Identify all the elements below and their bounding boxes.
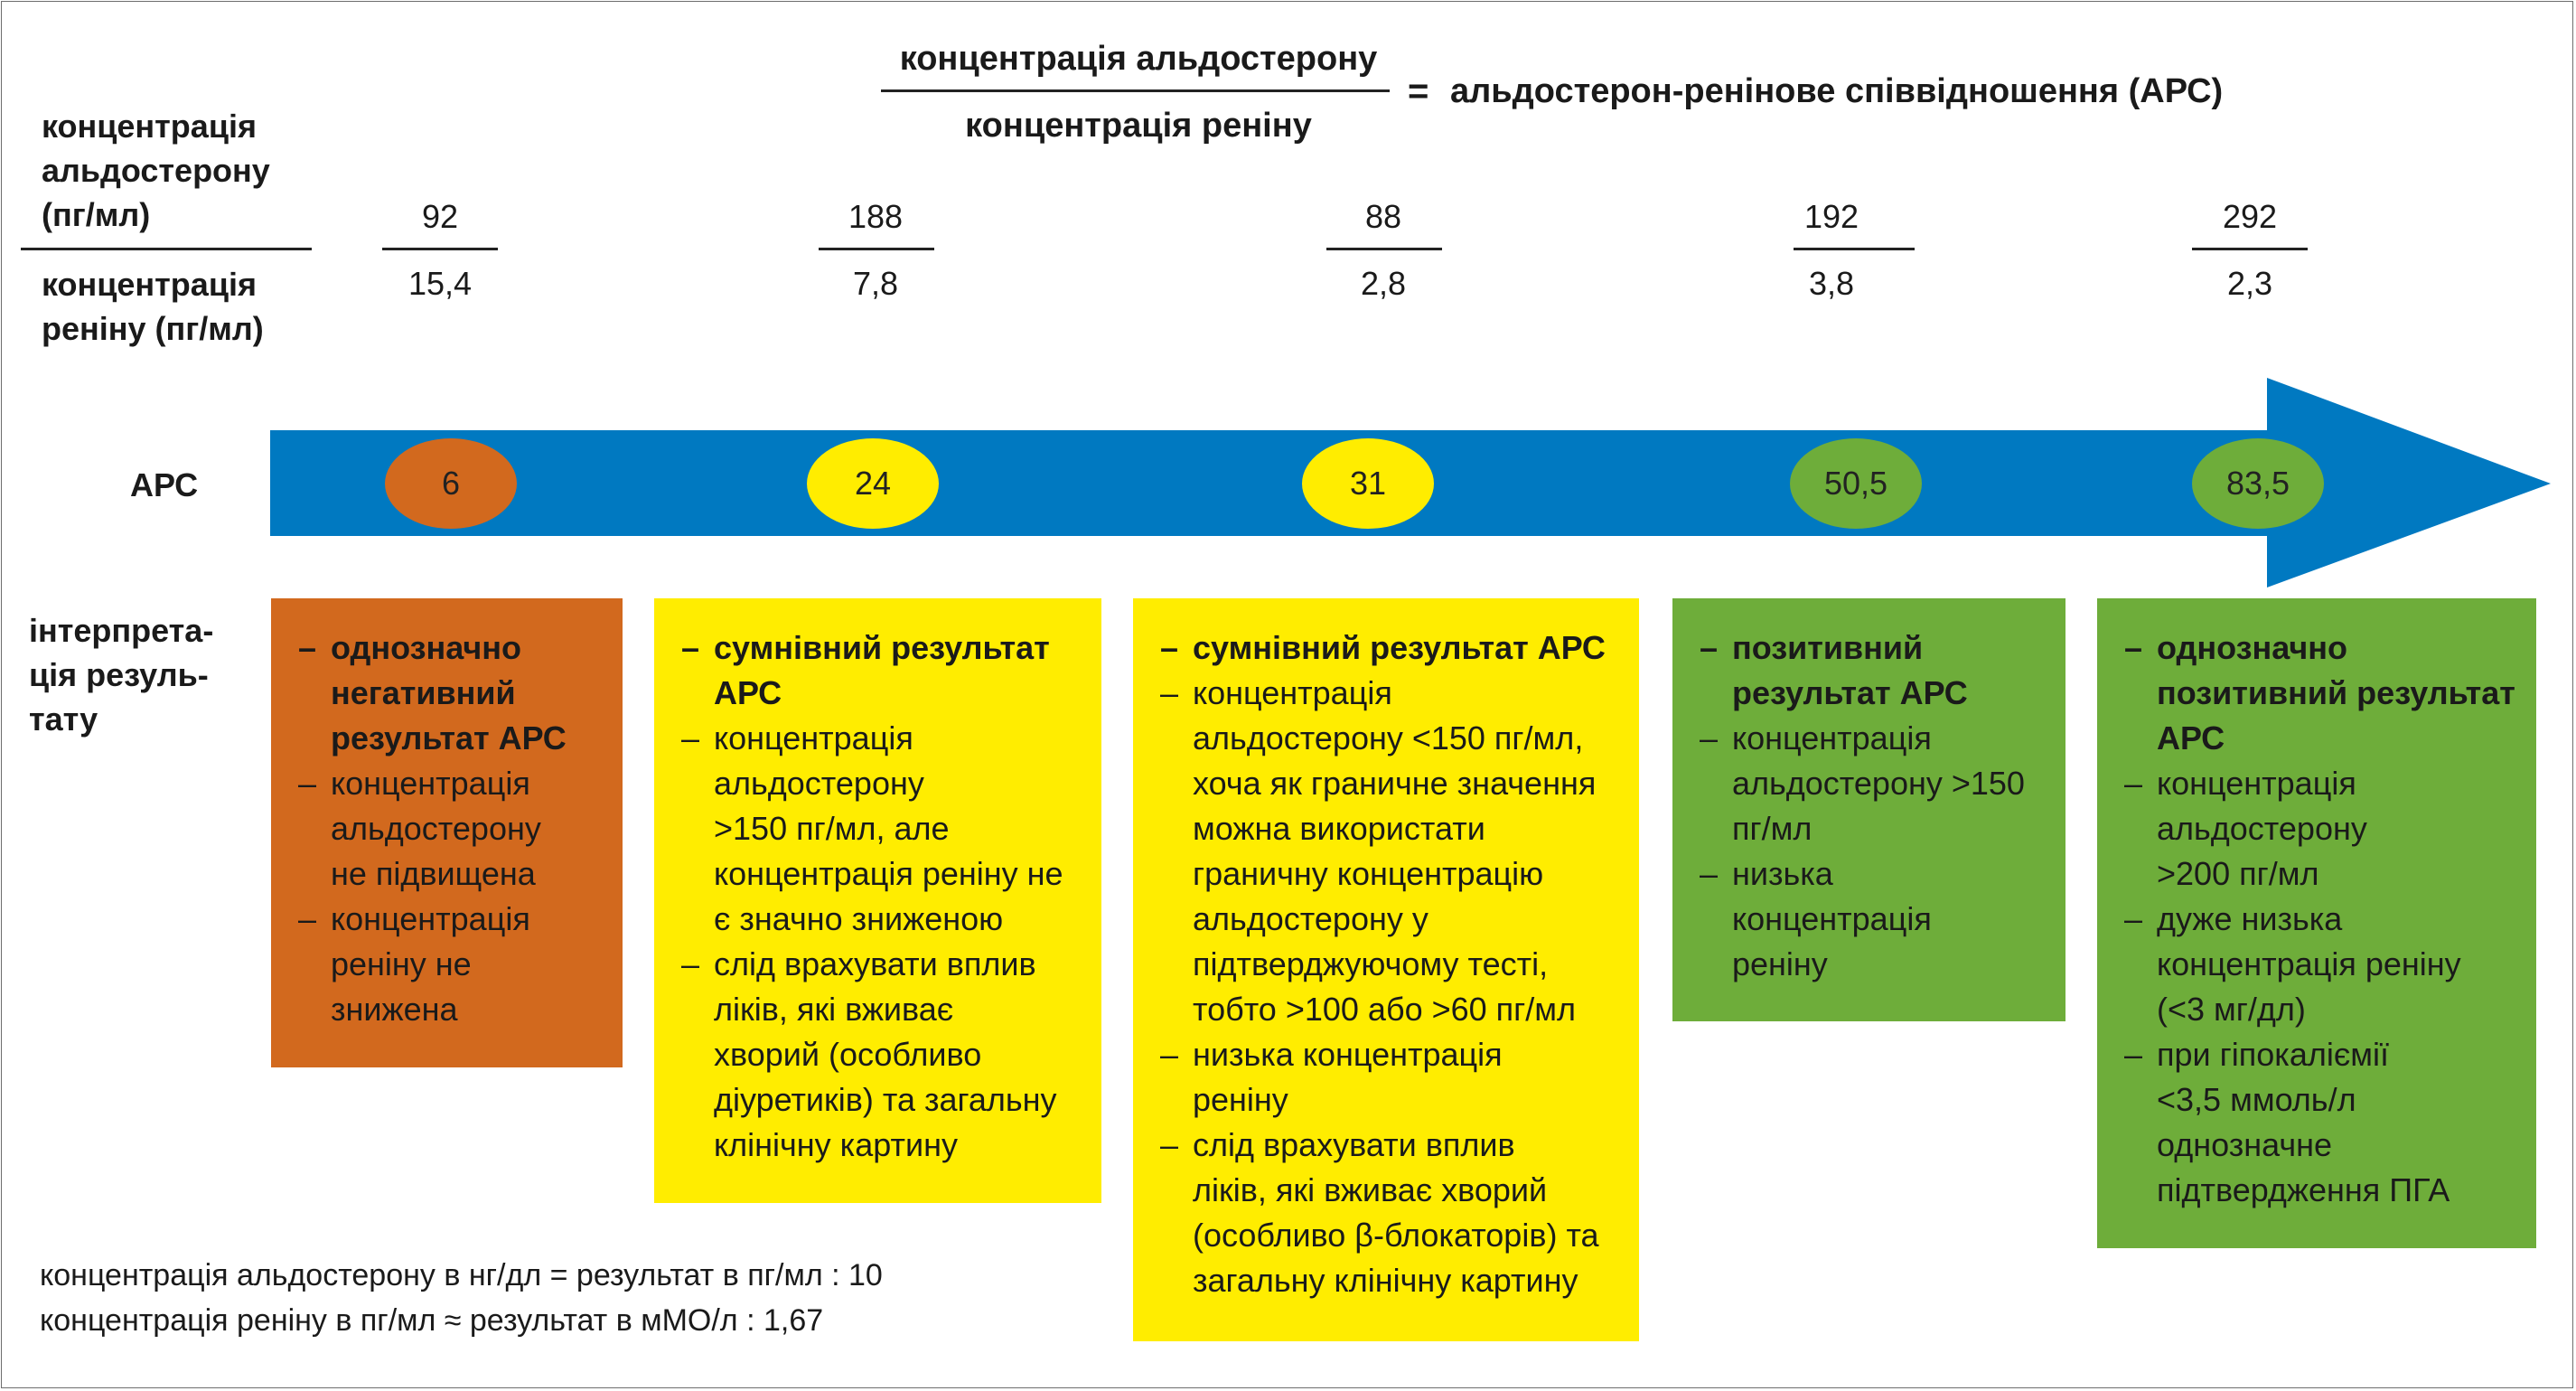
arc-value-doubtful-2: 31 [1302, 438, 1434, 529]
interpretation-label-line: тату [29, 700, 98, 738]
interpretation-line: альдостерону [2157, 810, 2367, 847]
interpretation-box-negative [271, 598, 623, 1067]
interpretation-item [2124, 761, 2518, 897]
interpretation-line: реніну не [331, 945, 472, 982]
renin-label-line: реніну (пг/мл) [42, 310, 264, 347]
interpretation-label-line: інтерпрета- [29, 612, 214, 649]
interpretation-label-line: ція резуль- [29, 656, 209, 693]
interpretation-line: >200 пг/мл [2157, 855, 2319, 892]
interpretation-line: граничну концентрацію [1193, 855, 1544, 892]
interpretation-box-doubtful-1 [654, 598, 1101, 1203]
interpretation-box-clear-positive [2097, 598, 2536, 1248]
interpretation-verdict [1160, 625, 1621, 671]
interpretation-line: (особливо β-блокаторів) та [1193, 1217, 1599, 1254]
interpretation-item [681, 942, 1083, 1168]
interpretation-line: концентрація реніну [2157, 945, 2461, 982]
interpretation-verdict [681, 625, 1083, 716]
aldosterone-label-line: концентрація [42, 108, 257, 145]
arc-value-doubtful-1: 24 [807, 438, 939, 529]
interpretation-line: альдостерону >150 [1732, 765, 2025, 802]
interpretation-line: – сумнівний результат АРС [1193, 629, 1606, 666]
footnote-renin: концентрація реніну в пг/мл ≈ результат в мМО/л : 1,67 [40, 1303, 824, 1338]
interpretation-line: – низька концентрація [1193, 1036, 1503, 1073]
interpretation-line: – низька [1732, 855, 1833, 892]
interpretation-verdict [1700, 625, 2047, 716]
interpretation-line: – слід врахувати вплив [1193, 1126, 1515, 1163]
col2-aldosterone: 188 [848, 198, 904, 235]
interpretation-line: результат АРС [331, 719, 567, 757]
arc-value-positive: 50,5 [1790, 438, 1922, 529]
interpretation-line: реніну [1732, 945, 1828, 982]
interpretation-line: хворий (особливо [714, 1036, 982, 1073]
interpretation-box-positive [1672, 598, 2065, 1021]
interpretation-list [2124, 625, 2518, 1213]
interpretation-line: позитивний результат [2157, 674, 2515, 711]
col3-aldosterone: 88 [1364, 198, 1402, 235]
interpretation-verdict [2124, 625, 2518, 761]
interpretation-line: пг/мл [1732, 810, 1813, 847]
interpretation-line: АРС [2157, 719, 2225, 757]
interpretation-line: результат АРС [1732, 674, 1968, 711]
interpretation-line: клінічну картину [714, 1126, 958, 1163]
interpretation-line: – концентрація [1193, 674, 1392, 711]
interpretation-line: – сумнівний результат [714, 629, 1050, 666]
interpretation-item [2124, 897, 2518, 1032]
interpretation-line: альдостерону <150 пг/мл, [1193, 719, 1584, 757]
formula-result: альдостерон-ренінове співвідношення (АРС) [1450, 72, 2224, 110]
col2-renin: 7,8 [852, 265, 899, 302]
interpretation-line: однозначне [2157, 1126, 2333, 1163]
interpretation-line: – однозначно [2157, 629, 2348, 666]
interpretation-list [298, 625, 604, 1032]
interpretation-item [298, 897, 604, 1032]
interpretation-line: (<3 мг/дл) [2157, 991, 2306, 1028]
interpretation-line: – дуже низька [2157, 900, 2343, 937]
interpretation-line: альдостерону [714, 765, 924, 802]
interpretation-line: – позитивний [1732, 629, 1924, 666]
formula-equals: = [1408, 71, 1429, 111]
interpretation-line: >150 пг/мл, але [714, 810, 950, 847]
interpretation-item [298, 761, 604, 897]
interpretation-line: підтверджуючому тесті, [1193, 945, 1549, 982]
interpretation-item [681, 716, 1083, 942]
interpretation-line: АРС [714, 674, 782, 711]
interpretation-line: реніну [1193, 1081, 1288, 1118]
col4-renin: 3,8 [1808, 265, 1855, 302]
interpretation-line: не підвищена [331, 855, 536, 892]
interpretation-line: діуретиків) та загальну [714, 1081, 1057, 1118]
interpretation-item [1700, 851, 2047, 987]
interpretation-line: знижена [331, 991, 458, 1028]
col5-aldosterone: 292 [2222, 198, 2278, 235]
interpretation-list [681, 625, 1083, 1168]
interpretation-box-doubtful-2 [1133, 598, 1639, 1341]
footnote-aldosterone: концентрація альдостерону в нг/дл = результат в пг/мл : 10 [40, 1258, 883, 1292]
arc-value-negative: 6 [385, 438, 517, 529]
aldosterone-label-line: (пг/мл) [42, 196, 151, 233]
interpretation-line: – концентрація [714, 719, 913, 757]
interpretation-list [1700, 625, 2047, 987]
interpretation-line: можна використати [1193, 810, 1485, 847]
interpretation-line: – концентрація [331, 765, 530, 802]
interpretation-line: – концентрація [331, 900, 530, 937]
arc-label: АРС [130, 466, 199, 503]
interpretation-line: підтвердження ПГА [2157, 1171, 2450, 1208]
interpretation-line: альдостерону [331, 810, 541, 847]
col5-renin: 2,3 [2226, 265, 2273, 302]
col1-renin: 15,4 [407, 265, 473, 302]
interpretation-line: ліків, які вживає [714, 991, 954, 1028]
interpretation-line: альдостерону у [1193, 900, 1429, 937]
col1-aldosterone: 92 [421, 198, 459, 235]
interpretation-line: тобто >100 або >60 пг/мл [1193, 991, 1577, 1028]
interpretation-line: – однозначно [331, 629, 522, 666]
renin-label-line: концентрація [42, 266, 257, 303]
interpretation-line: – концентрація [1732, 719, 1932, 757]
interpretation-line: – слід врахувати вплив [714, 945, 1036, 982]
col3-renin: 2,8 [1360, 265, 1407, 302]
interpretation-item [1700, 716, 2047, 851]
formula-denominator: концентрація реніну [965, 107, 1312, 145]
interpretation-line: загальну клінічну картину [1193, 1262, 1578, 1299]
aldosterone-label-line: альдостерону [42, 152, 270, 189]
interpretation-item [1160, 671, 1621, 1032]
interpretation-verdict [298, 625, 604, 761]
interpretation-line: хоча як граничне значення [1193, 765, 1597, 802]
interpretation-line: ліків, які вживає хворий [1193, 1171, 1548, 1208]
col4-aldosterone: 192 [1803, 198, 1859, 235]
interpretation-line: концентрація реніну не [714, 855, 1063, 892]
interpretation-line: є значно зниженою [714, 900, 1004, 937]
interpretation-line: негативний [331, 674, 516, 711]
interpretation-item [2124, 1032, 2518, 1213]
interpretation-item [1160, 1123, 1621, 1303]
interpretation-list [1160, 625, 1621, 1303]
interpretation-line: концентрація [1732, 900, 1932, 937]
arc-value-clear-positive: 83,5 [2192, 438, 2324, 529]
interpretation-line: <3,5 ммоль/л [2157, 1081, 2356, 1118]
formula-numerator: концентрація альдостерону [899, 40, 1378, 78]
interpretation-item [1160, 1032, 1621, 1123]
interpretation-line: – концентрація [2157, 765, 2356, 802]
interpretation-line: – при гіпокаліємії [2157, 1036, 2389, 1073]
